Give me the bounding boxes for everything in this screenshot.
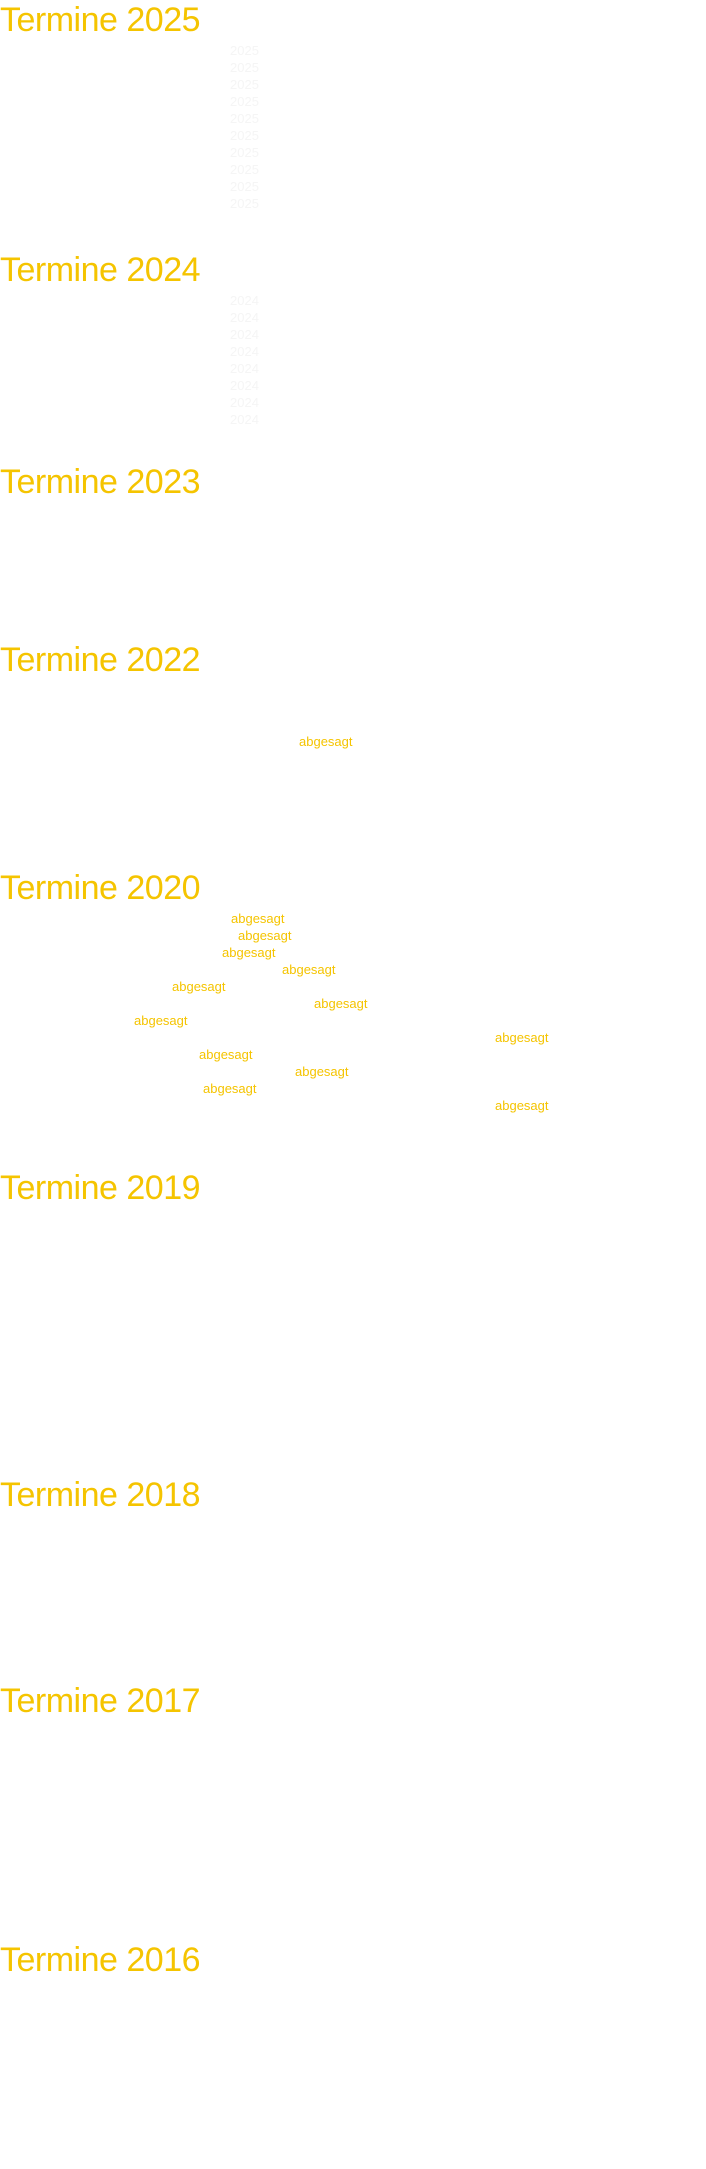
event-row	[0, 733, 706, 750]
event-year: 2025	[230, 60, 259, 75]
event-row	[0, 377, 706, 394]
cancelled-badge: abgesagt	[231, 911, 285, 926]
event-list	[0, 682, 706, 852]
year-section-2024	[0, 250, 706, 428]
event-row	[0, 1227, 706, 1244]
event-row	[0, 110, 706, 127]
event-row	[0, 1999, 706, 2016]
section-heading: Termine 2017	[0, 1682, 201, 1720]
event-row	[0, 1893, 706, 1910]
event-row	[0, 1825, 706, 1842]
cancelled-badge: abgesagt	[134, 1013, 188, 1028]
event-list	[0, 42, 706, 212]
cancelled-badge: abgesagt	[222, 945, 276, 960]
event-row	[0, 42, 706, 59]
event-list	[0, 1517, 706, 1653]
year-section-2023	[0, 462, 706, 606]
event-list	[0, 1982, 706, 2169]
event-row	[0, 572, 706, 589]
event-row	[0, 504, 706, 521]
event-row	[0, 927, 706, 944]
event-row	[0, 1295, 706, 1312]
event-row	[0, 1380, 706, 1397]
event-year: 2025	[230, 77, 259, 92]
event-year: 2025	[230, 94, 259, 109]
cancelled-badge: abgesagt	[238, 928, 292, 943]
event-row	[0, 1740, 706, 1757]
event-row	[0, 555, 706, 572]
event-row	[0, 1791, 706, 1808]
event-row	[0, 394, 706, 411]
event-year: 2024	[230, 378, 259, 393]
event-row	[0, 1046, 706, 1063]
event-row	[0, 292, 706, 309]
event-row	[0, 1859, 706, 1876]
event-row	[0, 818, 706, 835]
event-row	[0, 1619, 706, 1636]
section-heading: Termine 2020	[0, 869, 201, 907]
event-row	[0, 1517, 706, 1534]
event-row	[0, 944, 706, 961]
event-row	[0, 1568, 706, 1585]
event-year: 2024	[230, 310, 259, 325]
event-row	[0, 161, 706, 178]
event-row	[0, 2016, 706, 2033]
event-row	[0, 2118, 706, 2135]
event-row	[0, 682, 706, 699]
event-row	[0, 1602, 706, 1619]
event-row	[0, 801, 706, 818]
event-row	[0, 1982, 706, 1999]
event-year: 2024	[230, 395, 259, 410]
event-row	[0, 127, 706, 144]
event-year: 2024	[230, 327, 259, 342]
event-row	[0, 1636, 706, 1653]
event-row	[0, 784, 706, 801]
event-row	[0, 411, 706, 428]
year-section-2018	[0, 1475, 706, 1653]
event-row	[0, 1012, 706, 1029]
section-heading: Termine 2016	[0, 1941, 201, 1979]
cancelled-badge: abgesagt	[495, 1098, 549, 1113]
event-year: 2025	[230, 196, 259, 211]
event-row	[0, 2067, 706, 2084]
year-section-2022	[0, 640, 706, 852]
event-row	[0, 1244, 706, 1261]
event-row	[0, 1431, 706, 1448]
event-row	[0, 767, 706, 784]
event-row	[0, 995, 706, 1012]
event-row	[0, 1808, 706, 1825]
event-row	[0, 2101, 706, 2118]
event-row	[0, 1585, 706, 1602]
event-row	[0, 1414, 706, 1431]
event-row	[0, 835, 706, 852]
event-row	[0, 1397, 706, 1414]
section-heading: Termine 2018	[0, 1476, 201, 1514]
section-heading: Termine 2022	[0, 641, 201, 679]
event-row	[0, 2135, 706, 2152]
event-row	[0, 1363, 706, 1380]
event-row	[0, 1346, 706, 1363]
event-row	[0, 360, 706, 377]
year-section-2019	[0, 1168, 706, 1448]
event-row	[0, 716, 706, 733]
event-row	[0, 699, 706, 716]
event-row	[0, 1261, 706, 1278]
section-heading: Termine 2019	[0, 1169, 201, 1207]
event-year: 2025	[230, 162, 259, 177]
event-row	[0, 1329, 706, 1346]
event-row	[0, 144, 706, 161]
event-row	[0, 59, 706, 76]
event-list	[0, 1723, 706, 1927]
event-row	[0, 961, 706, 978]
event-list	[0, 1210, 706, 1448]
event-year: 2025	[230, 128, 259, 143]
event-row	[0, 1278, 706, 1295]
event-row	[0, 1774, 706, 1791]
event-row	[0, 93, 706, 110]
event-list	[0, 910, 706, 1131]
event-row	[0, 1097, 706, 1114]
event-row	[0, 326, 706, 343]
cancelled-badge: abgesagt	[199, 1047, 253, 1062]
cancelled-badge: abgesagt	[295, 1064, 349, 1079]
year-section-2017	[0, 1681, 706, 1927]
year-section-2025	[0, 0, 706, 212]
event-row	[0, 1723, 706, 1740]
year-section-2016	[0, 1940, 706, 2169]
cancelled-badge: abgesagt	[314, 996, 368, 1011]
event-year: 2025	[230, 43, 259, 58]
section-heading: Termine 2023	[0, 463, 201, 501]
cancelled-badge: abgesagt	[282, 962, 336, 977]
event-year: 2024	[230, 412, 259, 427]
event-row	[0, 1063, 706, 1080]
event-row	[0, 1534, 706, 1551]
event-list	[0, 504, 706, 606]
event-row	[0, 2033, 706, 2050]
event-year: 2025	[230, 145, 259, 160]
event-row	[0, 1910, 706, 1927]
cancelled-badge: abgesagt	[203, 1081, 257, 1096]
event-row	[0, 2050, 706, 2067]
event-row	[0, 1551, 706, 1568]
event-row	[0, 1210, 706, 1227]
cancelled-badge: abgesagt	[172, 979, 226, 994]
event-row	[0, 76, 706, 93]
event-row	[0, 178, 706, 195]
year-section-2020	[0, 868, 706, 1131]
event-row	[0, 1757, 706, 1774]
event-row	[0, 1029, 706, 1046]
event-list	[0, 292, 706, 428]
event-row	[0, 538, 706, 555]
event-row	[0, 2084, 706, 2101]
event-year: 2025	[230, 179, 259, 194]
event-row	[0, 1842, 706, 1859]
event-row	[0, 195, 706, 212]
event-row	[0, 978, 706, 995]
section-heading: Termine 2025	[0, 1, 201, 39]
event-row	[0, 343, 706, 360]
event-row	[0, 750, 706, 767]
event-row	[0, 1080, 706, 1097]
event-row	[0, 521, 706, 538]
event-row	[0, 1876, 706, 1893]
event-row	[0, 1312, 706, 1329]
section-heading: Termine 2024	[0, 251, 201, 289]
event-year: 2024	[230, 344, 259, 359]
cancelled-badge: abgesagt	[495, 1030, 549, 1045]
event-row	[0, 1114, 706, 1131]
cancelled-badge: abgesagt	[299, 734, 353, 749]
event-year: 2025	[230, 111, 259, 126]
event-row	[0, 910, 706, 927]
event-row	[0, 309, 706, 326]
event-year: 2024	[230, 361, 259, 376]
event-row	[0, 589, 706, 606]
event-year: 2024	[230, 293, 259, 308]
